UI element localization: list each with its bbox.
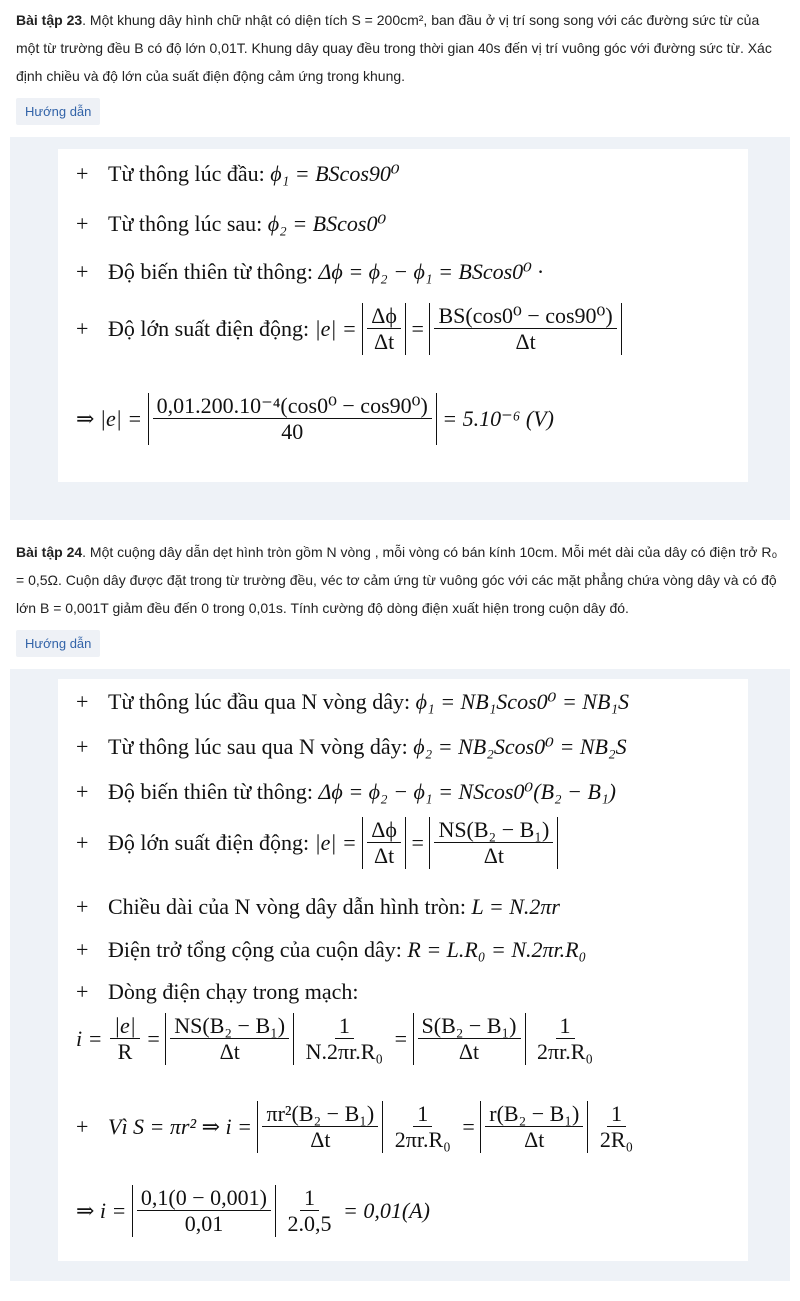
- sol23-line-1: + Từ thông lúc đầu: ϕ₁ = BScos90⁰: [76, 161, 400, 186]
- sol23-line-4: + Độ lớn suất điện động: |e| = $\frac{\Delta\phi}{\Delta t}$ = $\frac{\text{BS(cos0⁰ − cos90⁰)}}{\Delta t}$: [76, 303, 622, 355]
- problem-24: [16, 538, 784, 622]
- problem-24-text: . Một cuộng dây dẫn dẹt hình tròn gồm N vòng , mỗi vòng có bán kính 10cm. Mỗi mét dài của dây có điện trở R₀ = 0,5Ω. Cuộn dây được đặt trong từ trường đều, véc tơ cảm ứng từ vuông góc với các mặt phẳng chứa vòng dây và có độ lớn B = 0,001T giảm đều đến 0 trong 0,01s. Tính cường độ dòng điện xuất hiện trong cuộn dây đó.: [16, 544, 778, 616]
- solution-image-24: [58, 679, 748, 1261]
- sol24-line-2: + Từ thông lúc sau qua N vòng dây: ϕ₂ = NB₂Scos0⁰ = NB₂S: [76, 734, 627, 759]
- solution-image-23: [58, 149, 748, 482]
- sol24-line-6: + Điện trở tổng cộng của cuộn dây: R = L.R₀ = N.2πr.R₀: [76, 937, 587, 962]
- solution-panel-23: [10, 137, 790, 520]
- guide-button-23[interactable]: Hướng dẫn: [16, 98, 100, 125]
- problem-23: [16, 6, 784, 90]
- guide-button-24[interactable]: Hướng dẫn: [16, 630, 100, 657]
- problem-23-label: Bài tập 23: [16, 12, 83, 28]
- sol24-line-9: + Vì S = πr² ⇒ i = $\frac{\text{πr²(B₂ − B₁)}}{\Delta t}$ $\frac{1}{\text{2πr.R₀}}$ = $\frac{\text{r(B₂ − B₁)}}{\Delta t}$ $\frac{1}{\text{2R₀}}$: [76, 1101, 634, 1153]
- sol23-line-5: ⇒ |e| = $\frac{\text{0,01.200.10⁻⁴(cos0⁰ − cos90⁰)}}{40}$ = 5.10⁻⁶ (V): [76, 393, 554, 445]
- sol24-line-1: + Từ thông lúc đầu qua N vòng dây: ϕ₁ = NB₁Scos0⁰ = NB₁S: [76, 689, 630, 714]
- problem-24-label: Bài tập 24: [16, 544, 83, 560]
- sol24-line-3: + Độ biến thiên từ thông: Δϕ = ϕ₂ − ϕ₁ = NScos0⁰(B₂ − B₁): [76, 779, 616, 804]
- sol23-line-3: + Độ biến thiên từ thông: Δϕ = ϕ₂ − ϕ₁ = BScos0⁰ ·: [76, 259, 544, 284]
- sol23-line-2: + Từ thông lúc sau: ϕ₂ = BScos0⁰: [76, 211, 387, 236]
- solution-panel-24: [10, 669, 790, 1281]
- sol24-line-4: + Độ lớn suất điện động: |e| = $\frac{\Delta\phi}{\Delta t}$ = $\frac{\text{NS(B₂ − B₁)}}{\Delta t}$: [76, 817, 558, 869]
- problem-23-text: . Một khung dây hình chữ nhật có diện tích S = 200cm², ban đầu ở vị trí song song với các đường sức từ của một từ trường đều B có độ lớn 0,01T. Khung dây quay đều trong thời gian 40s đến vị trí vuông góc với đường sức từ. Xác định chiều và độ lớn của suất điện động cảm ứng trong khung.: [16, 12, 772, 84]
- sol24-line-8: i = $\frac{|e|}{R}$ = $\frac{\text{NS(B₂ − B₁)}}{\Delta t}$ $\frac{1}{\text{N.2πr.R₀}}$ = $\frac{\text{S(B₂ − B₁)}}{\Delta t}$ $\frac{1}{\text{2πr.R₀}}$: [76, 1013, 594, 1065]
- sol24-line-10: ⇒ i = $\frac{0,1(0 - 0,001)}{0,01}$ $\frac{1}{2.0,5}$ = 0,01(A): [76, 1185, 430, 1237]
- sol24-line-7: + Dòng điện chạy trong mạch:: [76, 979, 359, 1004]
- sol24-line-5: + Chiều dài của N vòng dây dẫn hình tròn: L = N.2πr: [76, 894, 560, 919]
